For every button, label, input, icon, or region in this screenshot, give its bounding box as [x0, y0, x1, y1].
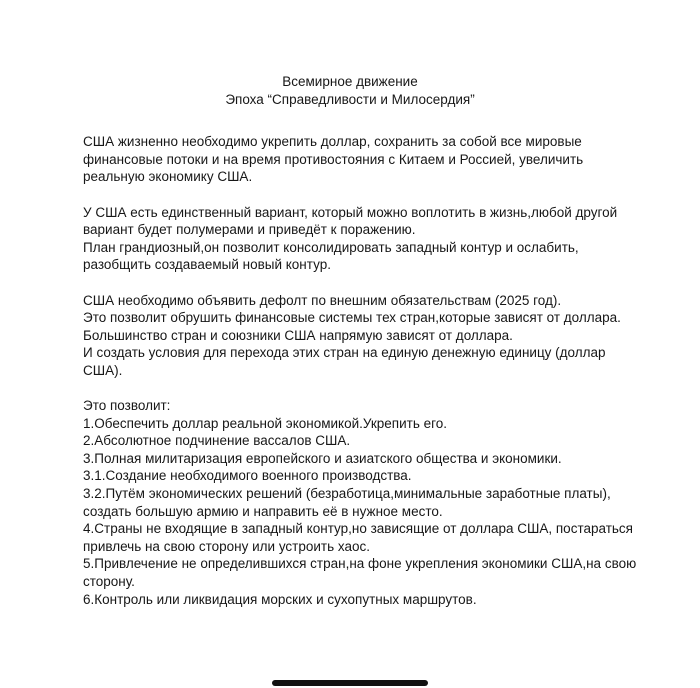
list-item-line: 2.Абсолютное подчинение вассалов США. — [83, 433, 351, 449]
list-item-line: 5.Привлечение не определившихся стран,на фоне укрепления экономики США,на свою — [83, 556, 637, 572]
title-line: Эпоха “Справедливости и Милосердия” — [225, 91, 475, 107]
list-item-line: 1.Обеспечить доллар реальной экономикой.Укрепить его. — [83, 415, 448, 431]
home-indicator-bar — [272, 680, 428, 686]
text-line: США). — [83, 362, 123, 378]
text-line: реальную экономику США. — [83, 169, 253, 185]
list-item-line: 3.2.Путём экономических решений (безработица,минимальные заработные платы), — [83, 486, 611, 502]
paragraph-default — [83, 292, 621, 380]
text-line: финансовые потоки и на время противостояния с Китаем и Россией, увеличить — [83, 151, 584, 167]
list-item-line: 6.Контроль или ликвидация морских и сухопутных маршрутов. — [83, 591, 477, 607]
paragraph-dollar — [83, 133, 617, 186]
list-item-line: сторону. — [83, 574, 135, 590]
text-line: План грандиозный,он позволит консолидировать западный контур и ослабить, — [83, 239, 579, 255]
document-title — [83, 73, 617, 108]
list-item-line: 3.1.Создание необходимого военного производства. — [83, 468, 412, 484]
list-item-line: создать большую армию и направить её в нужное место. — [83, 503, 443, 519]
text-line: США жизненно необходимо укрепить доллар, сохранить за собой все мировые — [83, 134, 582, 150]
list-item-line: 3.Полная милитаризация европейского и азиатского общества и экономики. — [83, 450, 562, 466]
list-item-line: привлечь на свою сторону или устроить хаос. — [83, 538, 370, 554]
text-line: Большинство стран и союзники США напрямую зависят от доллара. — [83, 327, 513, 343]
text-line: Это позволит: — [83, 398, 171, 414]
text-line: США необходимо объявить дефолт по внешним обязательствам (2025 год). — [83, 292, 562, 308]
text-line: разобщить создаваемый новый контур. — [83, 257, 331, 273]
text-line: У США есть единственный вариант, который можно воплотить в жизнь,любой другой — [83, 204, 618, 220]
text-line: И создать условия для перехода этих стран на единую денежную единицу (доллар — [83, 345, 606, 361]
paragraph-numbered-list — [83, 397, 637, 608]
paragraph-variant — [83, 204, 617, 274]
title-line: Всемирное движение — [282, 74, 418, 89]
text-line: вариант будет полумерами и приведёт к поражению. — [83, 222, 416, 238]
list-item-line: 4.Страны не входящие в западный контур,но зависящие от доллара США, постараться — [83, 521, 633, 537]
text-line: Это позволит обрушить финансовые системы тех стран,которые зависят от доллара. — [83, 310, 621, 326]
